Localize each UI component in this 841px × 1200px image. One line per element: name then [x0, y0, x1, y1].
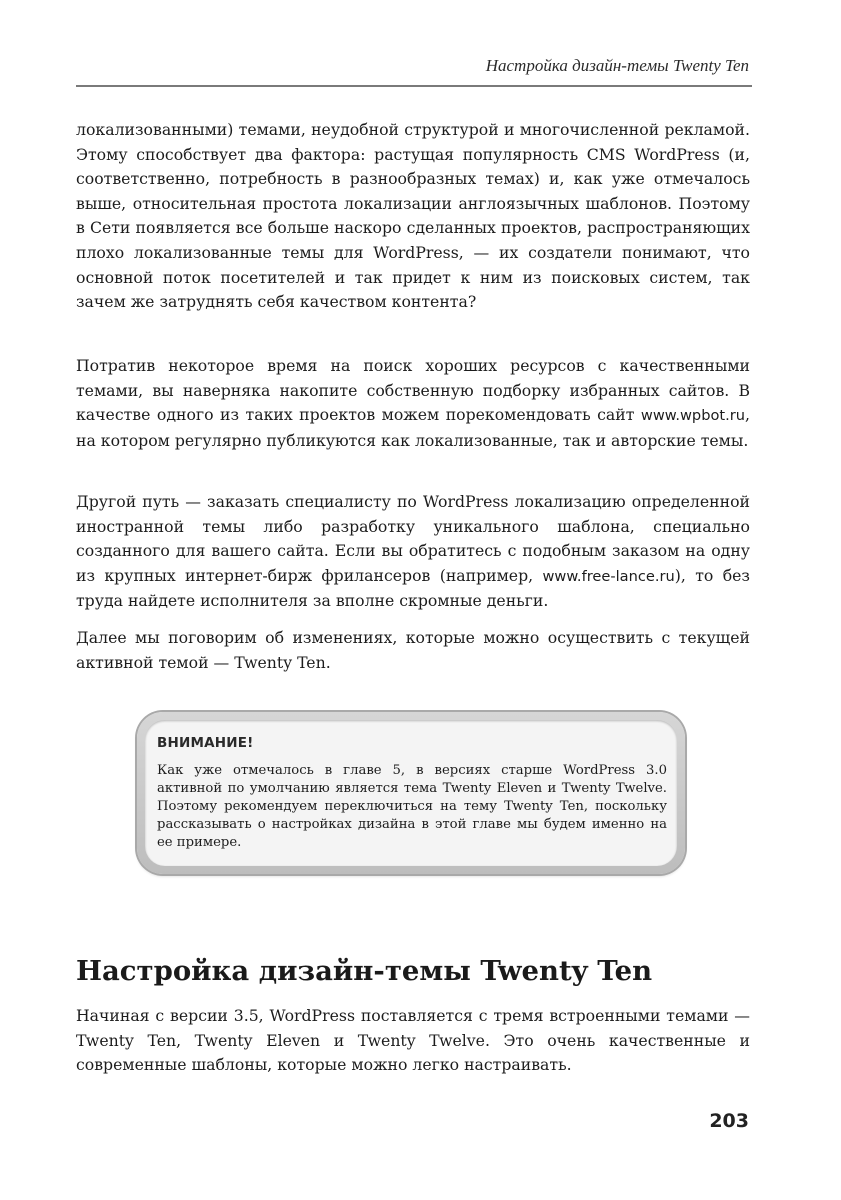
paragraph-2-text-start: Потратив некоторое время на поиск хороших ресурсов с качественными темами, вы наверняка накопите собственную подборку избранных сайтов. В качестве одного из таких проектов можем порекомендовать сайт — [76, 356, 750, 425]
paragraph-2-text-end: , на котором регулярно публикуются как локализованные, так и авторские темы. — [76, 405, 750, 450]
page-number: 203 — [709, 1110, 749, 1132]
warning-title: ВНИМАНИЕ! — [157, 735, 254, 751]
paragraph-2 — [76, 354, 750, 453]
freelance-link: www.free-lance.ru — [542, 567, 675, 585]
warning-box — [137, 712, 685, 874]
paragraph-1: локализованными) темами, неудобной структурой и многочисленной рекламой. Этому способствует два фактора: растущая популярность CMS WordPress (и, соответственно, потребность в разнообразных темах) и, как уже отмечалось выше, относительная простота локализации англоязычных шаблонов. Поэтому в Сети появляется все больше наскоро сделанных проектов, распространяющих плохо локализованные темы для WordPress, — их создатели понимают, что основной поток посетителей и так придет к ним из поисковых систем, так зачем же затруднять себя качеством контента? — [76, 120, 750, 312]
paragraph-3-text-start: Другой путь — заказать специалисту по WordPress локализацию определенной иностранной темы либо разработку уникального шаблона, специально созданного для вашего сайта. Если вы обратитесь с подобным заказом на одну из крупных интернет-бирж фрилансеров (например, — [76, 492, 750, 585]
paragraph-3-text-end: ), то без труда найдете исполнителя за вполне скромные деньги. — [76, 565, 750, 611]
paragraph-3 — [76, 490, 750, 614]
header-rule — [76, 85, 752, 87]
warning-box-inner — [145, 720, 677, 866]
wpbot-link: www.wpbot.ru — [640, 407, 745, 425]
warning-text: Как уже отмечалось в главе 5, в версиях старше WordPress 3.0 активной по умолчанию является тема Twenty Eleven и Twenty Twelve. Поэтому рекомендуем переключиться на тему Twenty Ten, поскольку рассказывать о настройках дизайна в этой главе мы будем именно на ее примере. — [157, 763, 667, 850]
paragraph-5: Начиная с версии 3.5, WordPress поставляется с тремя встроенными темами — Twenty Ten, Twenty Eleven и Twenty Twelve. Это очень качественные и современные шаблоны, которые можно легко настраивать. — [76, 1006, 750, 1075]
paragraph-4: Далее мы поговорим об изменениях, которые можно осуществить с текущей активной темой — Twenty Ten. — [76, 628, 750, 672]
section-title: Настройка дизайн-темы Twenty Ten — [76, 955, 653, 987]
running-header: Настройка дизайн-темы Twenty Ten — [485, 56, 749, 75]
